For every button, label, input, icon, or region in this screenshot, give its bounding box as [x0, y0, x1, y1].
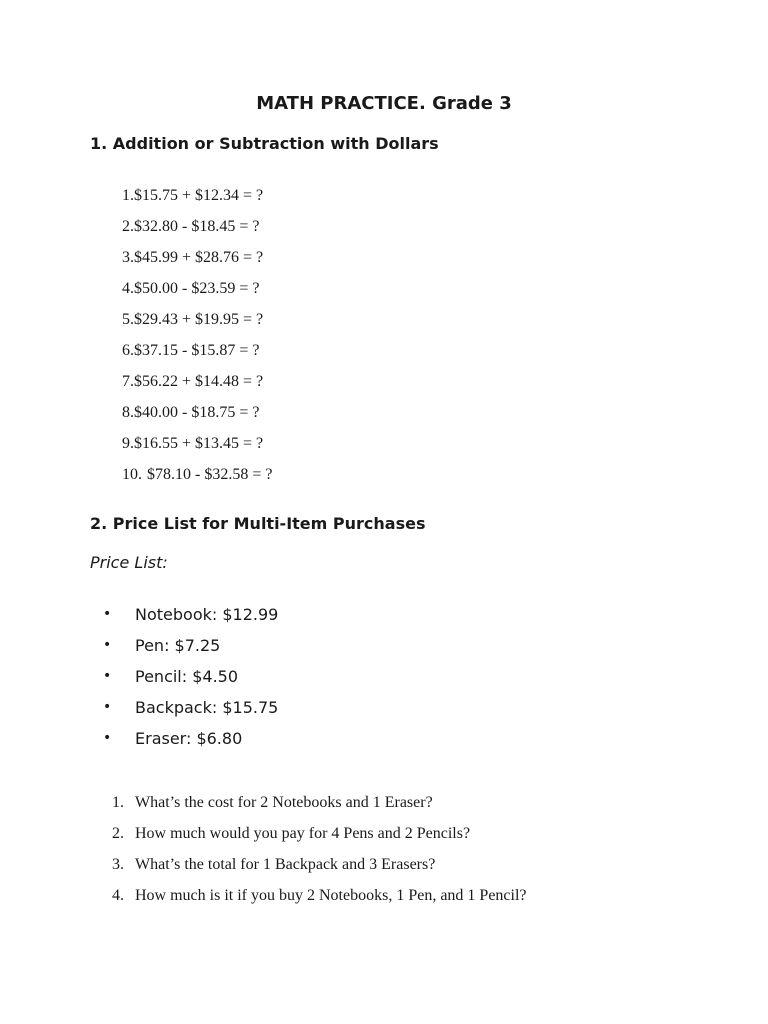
problem-item [122, 459, 272, 490]
problem-item [122, 428, 272, 459]
problem-item [122, 366, 272, 397]
problem-text: $37.15 - $15.87 = ? [134, 342, 260, 359]
problem-number: 8. [122, 404, 134, 421]
bullet-icon: • [103, 730, 112, 746]
problem-number: 9. [122, 435, 134, 452]
problem-text: $29.43 + $19.95 = ? [134, 311, 264, 328]
problem-number: 3. [122, 249, 134, 266]
problem-item [122, 180, 272, 211]
problem-item [122, 242, 272, 273]
problem-item [122, 211, 272, 242]
problem-text: $45.99 + $28.76 = ? [134, 249, 264, 266]
question-text: What’s the total for 1 Backpack and 3 Erasers? [135, 856, 436, 873]
bullet-icon: • [103, 699, 112, 715]
question-number: 4. [112, 887, 124, 904]
problem-number: 6. [122, 342, 134, 359]
question-text: How much would you pay for 4 Pens and 2 Pencils? [135, 825, 471, 842]
price-list-label: Price List: [90, 553, 168, 572]
question-number: 3. [112, 856, 124, 873]
page-title: MATH PRACTICE. Grade 3 [256, 93, 512, 114]
question-number: 1. [112, 794, 124, 811]
problem-item [122, 397, 272, 428]
question-text: How much is it if you buy 2 Notebooks, 1 Pen, and 1 Pencil? [135, 887, 527, 904]
problem-text: $78.10 - $32.58 = ? [147, 466, 273, 483]
problem-number: 4. [122, 280, 134, 297]
bullet-icon: • [103, 606, 112, 622]
price-item-text: Eraser: $6.80 [135, 729, 243, 748]
price-item-text: Notebook: $12.99 [135, 605, 279, 624]
price-item-text: Pencil: $4.50 [135, 667, 239, 686]
problem-text: $15.75 + $12.34 = ? [134, 187, 264, 204]
question-text: What’s the cost for 2 Notebooks and 1 Eraser? [135, 794, 433, 811]
question-number: 2. [112, 825, 124, 842]
problem-number: 10. [122, 466, 142, 483]
problem-number: 2. [122, 218, 134, 235]
problem-text: $40.00 - $18.75 = ? [134, 404, 260, 421]
problem-item [122, 273, 272, 304]
dollar-problems-list [122, 180, 272, 490]
bullet-icon: • [103, 637, 112, 653]
problem-text: $50.00 - $23.59 = ? [134, 280, 260, 297]
problem-text: $32.80 - $18.45 = ? [134, 218, 260, 235]
problem-item [122, 335, 272, 366]
problem-number: 1. [122, 187, 134, 204]
problem-item [122, 304, 272, 335]
bullet-icon: • [103, 668, 112, 684]
price-item-text: Backpack: $15.75 [135, 698, 279, 717]
problem-text: $56.22 + $14.48 = ? [134, 373, 264, 390]
section-2-heading: 2. Price List for Multi-Item Purchases [90, 514, 426, 533]
problem-number: 5. [122, 311, 134, 328]
section-1-heading: 1. Addition or Subtraction with Dollars [90, 134, 439, 153]
problem-text: $16.55 + $13.45 = ? [134, 435, 264, 452]
price-item-text: Pen: $7.25 [135, 636, 221, 655]
problem-number: 7. [122, 373, 134, 390]
